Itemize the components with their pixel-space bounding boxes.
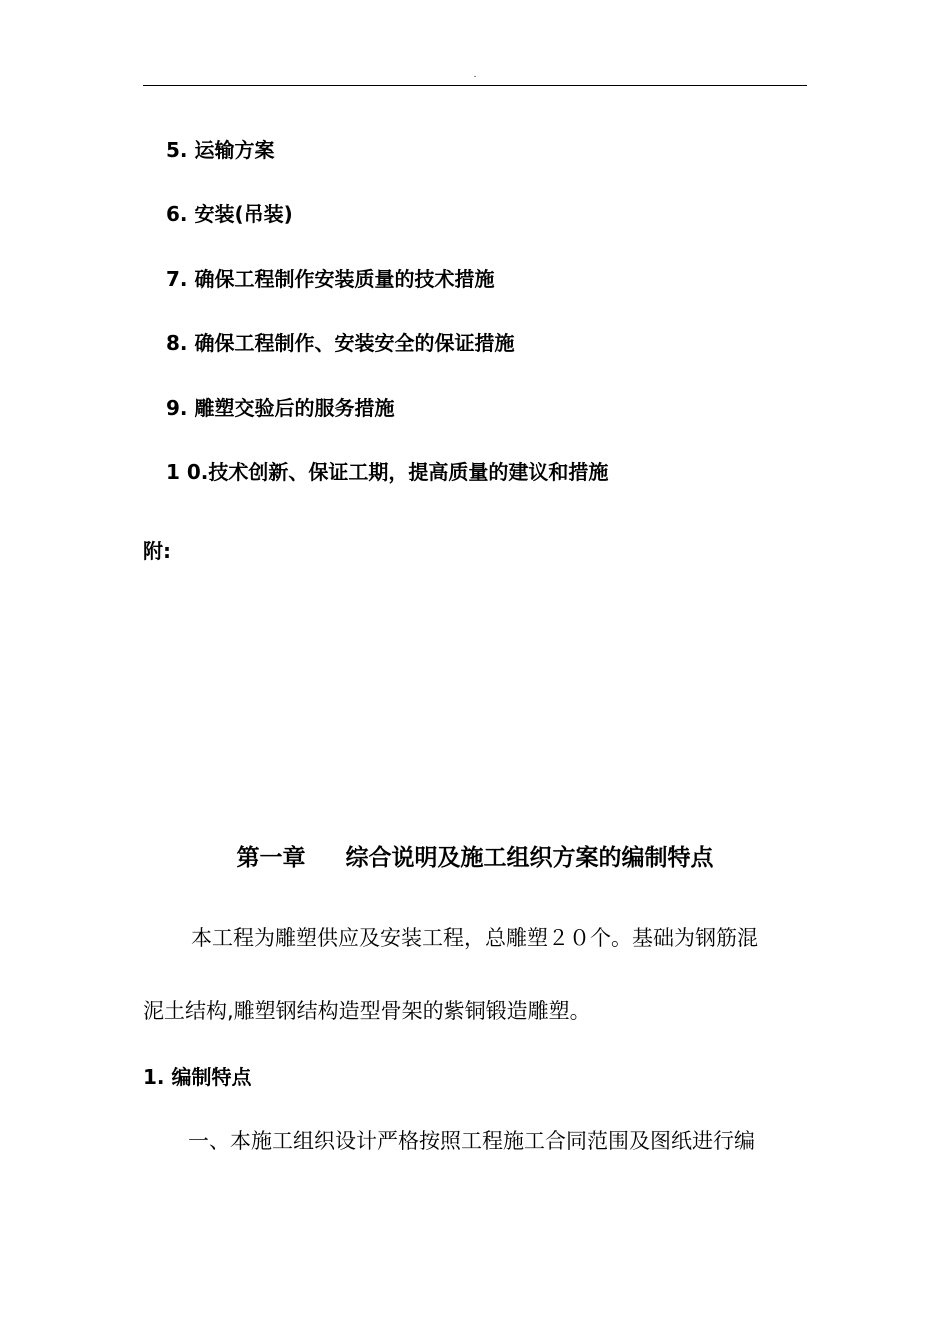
intro-paragraph-line-1: 本工程为雕塑供应及安装工程，总雕塑２０个。基础为钢筋混 [191, 926, 758, 950]
appendix-label: 附: [143, 539, 171, 563]
header-mark: . [473, 70, 477, 80]
toc-item-8: 8. 确保工程制作、安装安全的保证措施 [166, 331, 515, 355]
toc-item-6: 6. 安装(吊装) [166, 202, 293, 226]
section-paragraph-line-1: 一、本施工组织设计严格按照工程施工合同范围及图纸进行编 [188, 1129, 755, 1153]
chapter-title: 第一章 综合说明及施工组织方案的编制特点 [236, 845, 714, 871]
toc-item-5: 5. 运输方案 [166, 138, 275, 162]
intro-paragraph-line-2: 泥土结构,雕塑钢结构造型骨架的紫铜锻造雕塑。 [143, 999, 591, 1023]
toc-item-7: 7. 确保工程制作安装质量的技术措施 [166, 267, 495, 291]
toc-item-10: 1 0.技术创新、保证工期，提高质量的建议和措施 [166, 460, 609, 484]
toc-item-9: 9. 雕塑交验后的服务措施 [166, 396, 395, 420]
header-rule [143, 85, 807, 86]
section-heading: 1. 编制特点 [143, 1065, 252, 1089]
